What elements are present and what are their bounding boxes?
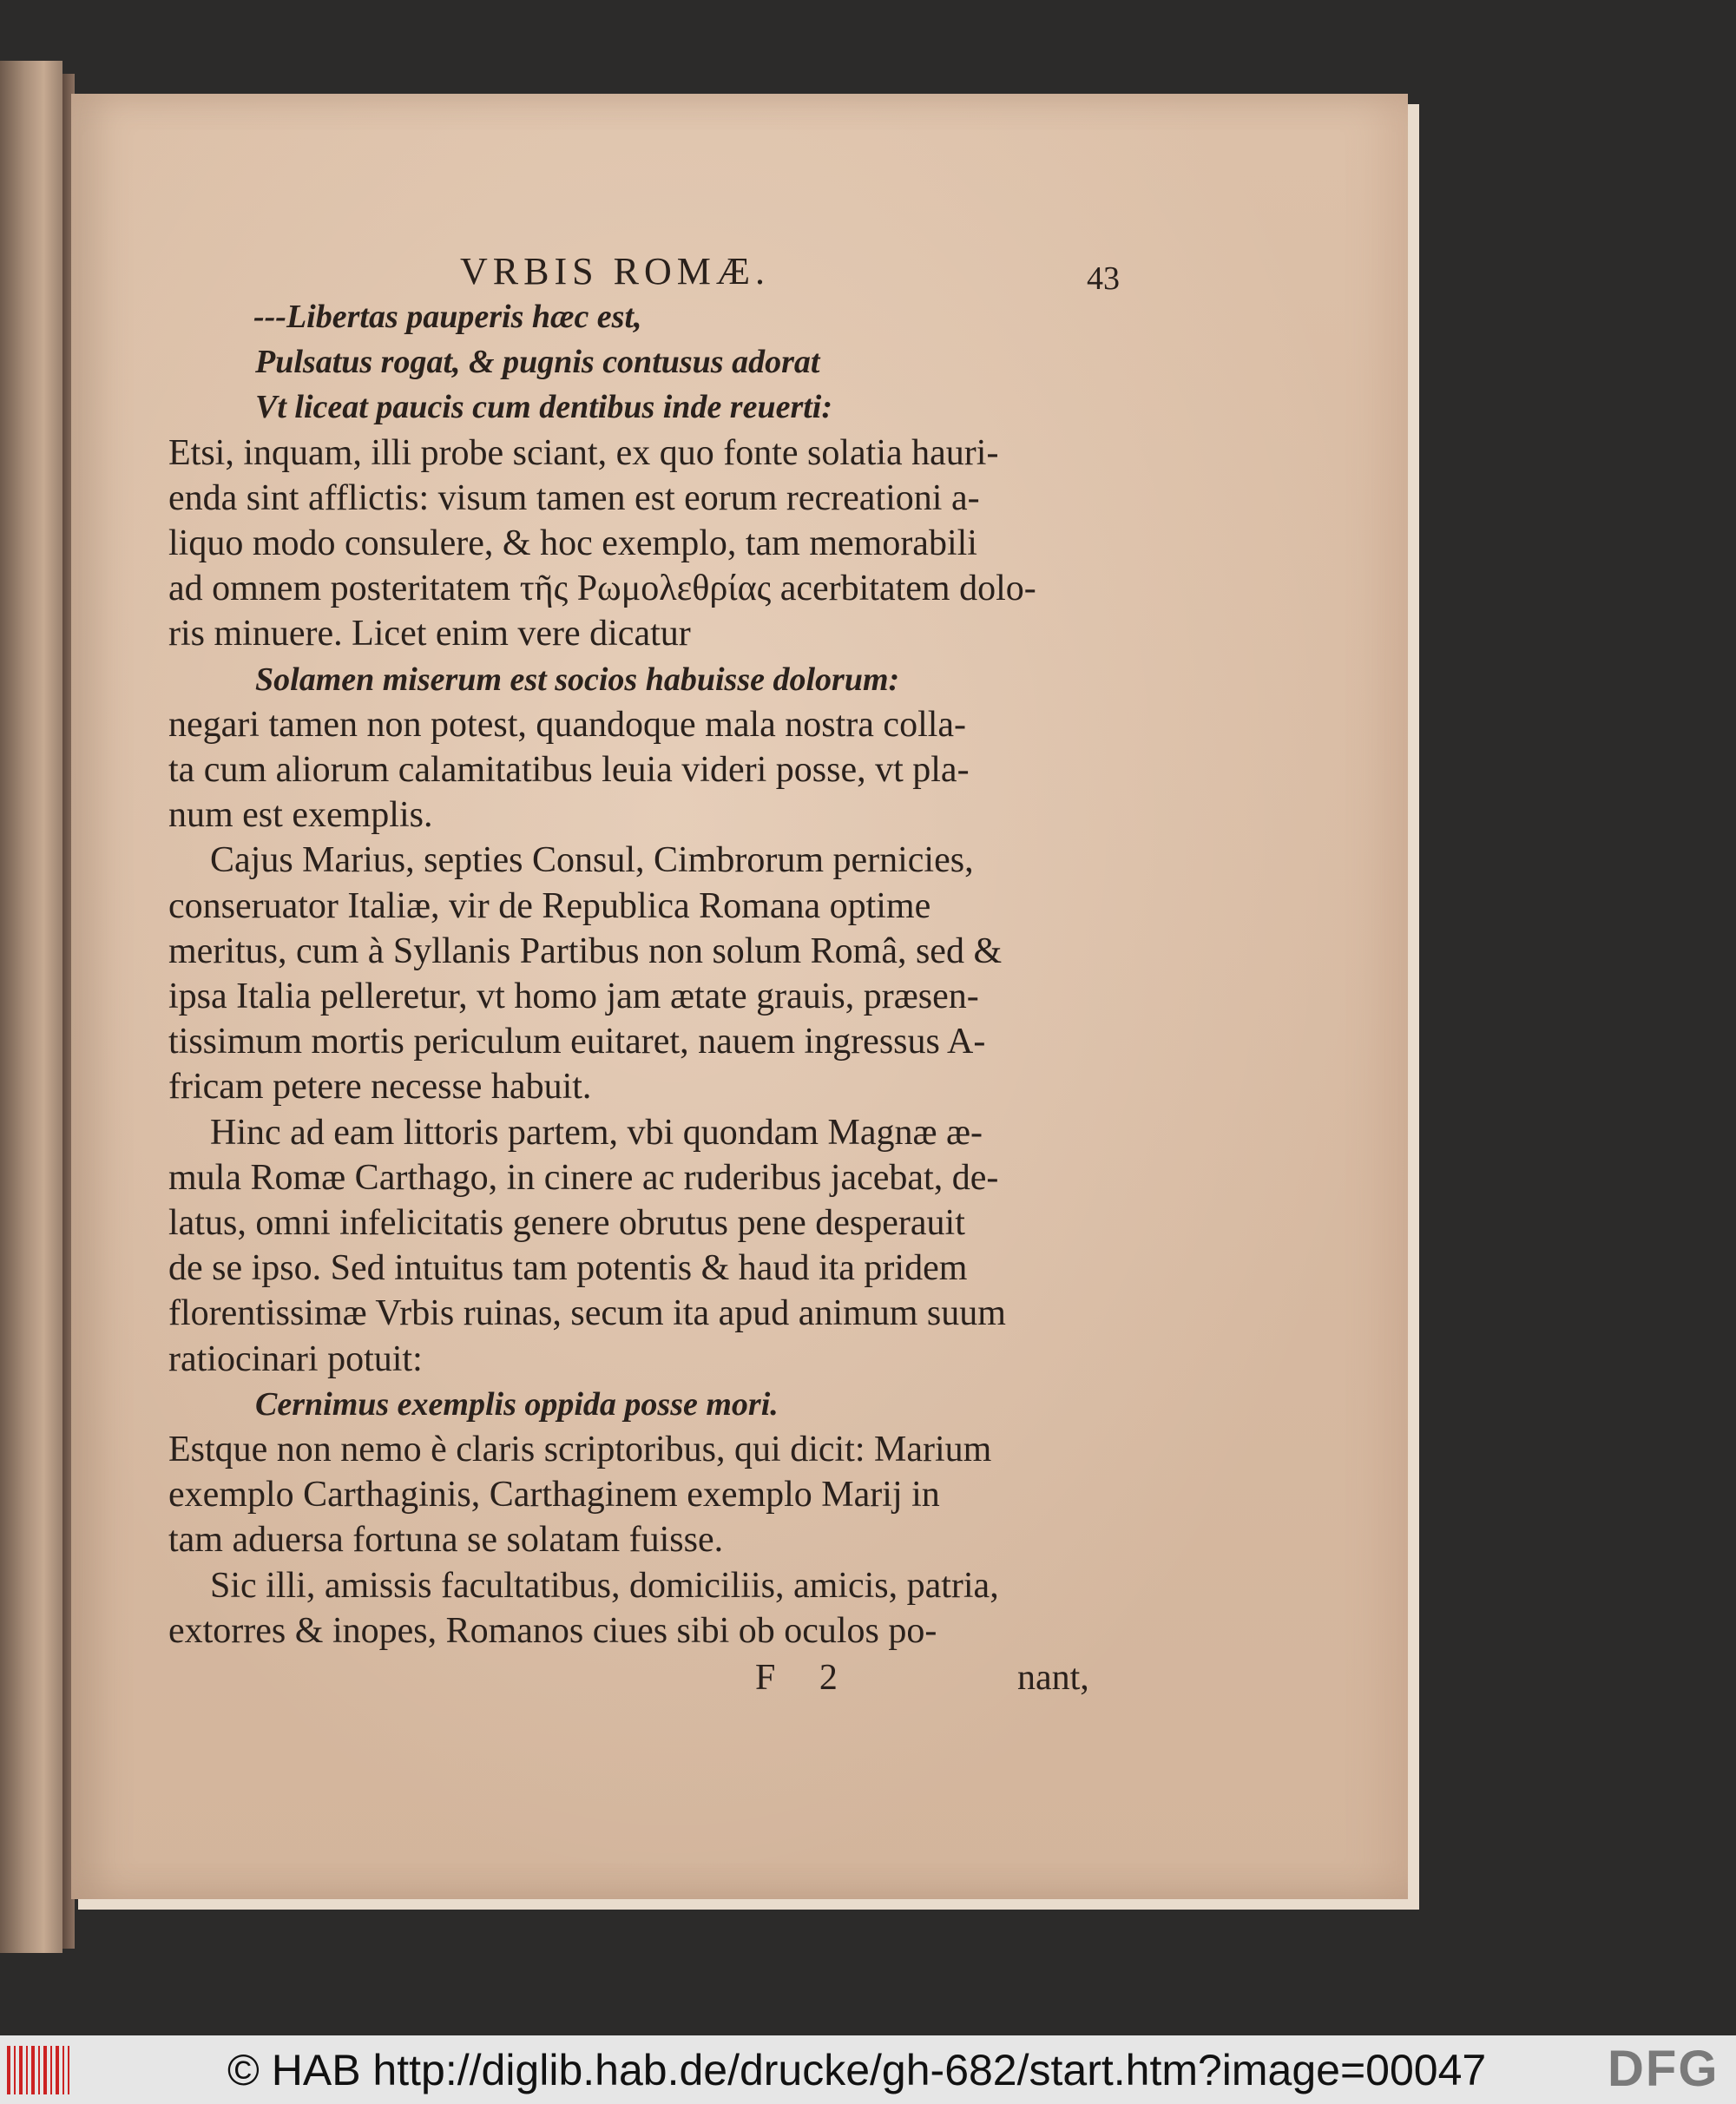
verse-line: Solamen miserum est socios habuisse dolorum: <box>255 661 900 698</box>
text-line: latus, omni infelicitatis genere obrutus pene desperauit <box>168 1203 965 1243</box>
text-line: Etsi, inquam, illi probe sciant, ex quo fonte solatia hauri- <box>168 432 999 473</box>
text-line: extorres & inopes, Romanos ciues sibi ob oculos po- <box>168 1610 937 1651</box>
text-line: ris minuere. Licet enim vere dicatur <box>168 614 691 654</box>
barcode-icon <box>7 2046 69 2094</box>
running-head: VRBIS ROMÆ. <box>460 250 770 293</box>
text-line: fricam petere necesse habuit. <box>168 1067 592 1108</box>
verse-line: Pulsatus rogat, & pugnis contusus adorat <box>255 344 820 381</box>
text-line: exemplo Carthaginis, Carthaginem exemplo Marij in <box>168 1475 940 1516</box>
page-number: 43 <box>1087 260 1120 297</box>
text-line: Cajus Marius, septies Consul, Cimbrorum pernicies, <box>210 840 974 881</box>
text-line: tam aduersa fortuna se solatam fuisse. <box>168 1520 724 1561</box>
copyright-link[interactable]: © HAB http://diglib.hab.de/drucke/gh-682/start.htm?image=00047 <box>227 2046 1487 2094</box>
catchword: nant, <box>1017 1658 1089 1698</box>
text-line: ad omnem posteritatem τῆς Ρωμολεθρίας acerbitatem dolo- <box>168 569 1036 609</box>
text-line: florentissimæ Vrbis ruinas, secum ita apud animum suum <box>168 1293 1006 1334</box>
dfg-logo: DFG <box>1608 2041 1720 2097</box>
text-line: ta cum aliorum calamitatibus leuia videri posse, vt pla- <box>168 750 970 790</box>
text-line: meritus, cum à Syllanis Partibus non solum Româ, sed & <box>168 930 1003 971</box>
viewer-footer <box>0 2035 1736 2104</box>
book-page <box>71 94 1408 1899</box>
verse-line: ---Libertas pauperis hæc est, <box>253 299 642 335</box>
verse-line: Cernimus exemplis oppida posse mori. <box>255 1385 779 1423</box>
verse-line: Vt liceat paucis cum dentibus inde reuerti: <box>255 389 833 426</box>
signature-mark: F 2 <box>755 1658 855 1698</box>
text-line: mula Romæ Carthago, in cinere ac ruderibus jacebat, de- <box>168 1157 999 1198</box>
text-line: tissimum mortis periculum euitaret, nauem ingressus A- <box>168 1022 986 1062</box>
text-line: ipsa Italia pelleretur, vt homo jam ætate grauis, præsen- <box>168 976 979 1016</box>
text-line: de se ipso. Sed intuitus tam potentis & haud ita pridem <box>168 1248 968 1289</box>
text-line: ratiocinari potuit: <box>168 1338 423 1379</box>
text-line: enda sint afflictis: visum tamen est eorum recreationi a- <box>168 477 980 518</box>
text-line: conseruator Italiæ, vir de Republica Romana optime <box>168 885 931 926</box>
text-line: Sic illi, amissis facultatibus, domiciliis, amicis, patria, <box>210 1565 999 1606</box>
text-line: num est exemplis. <box>168 795 433 836</box>
text-line: Estque non nemo è claris scriptoribus, qui dicit: Marium <box>168 1430 992 1470</box>
text-line: Hinc ad eam littoris partem, vbi quondam Magnæ æ- <box>210 1112 983 1153</box>
book-spine-edge <box>0 61 62 1953</box>
text-line: negari tamen non potest, quandoque mala nostra colla- <box>168 704 967 745</box>
text-line: liquo modo consulere, & hoc exemplo, tam memorabili <box>168 523 977 563</box>
